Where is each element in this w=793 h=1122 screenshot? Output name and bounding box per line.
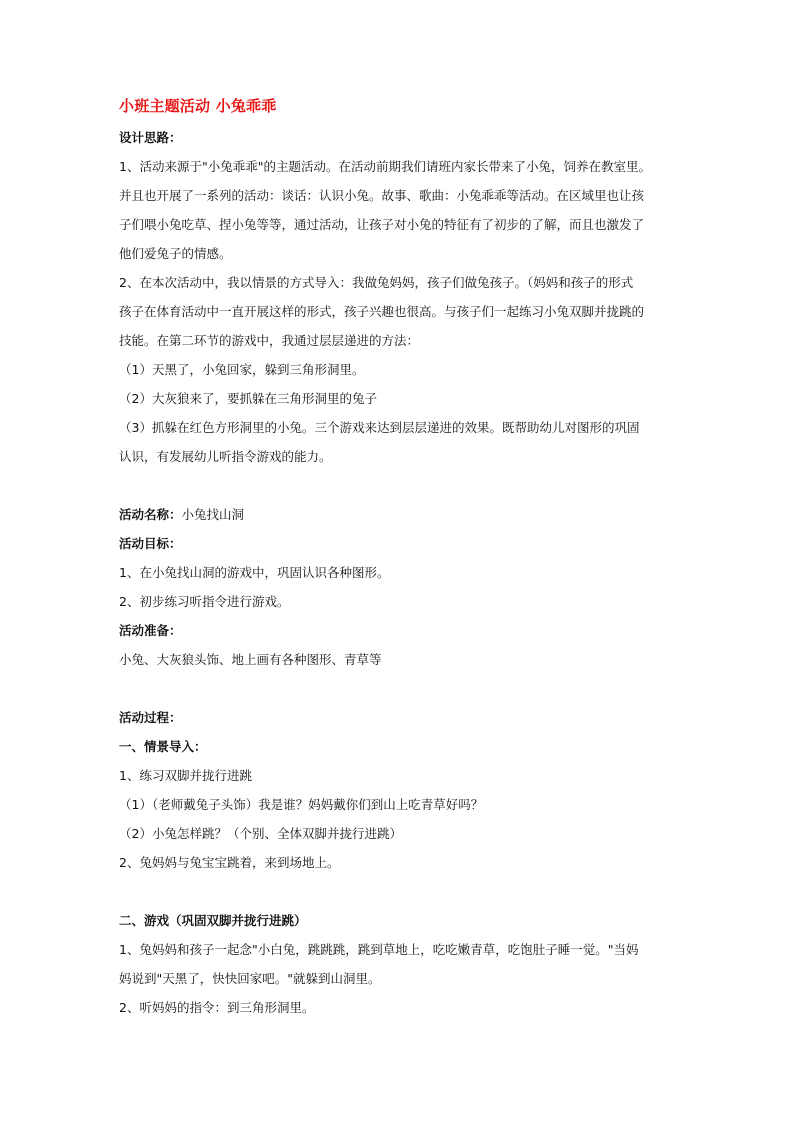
design-line-2: 并且也开展了一系列的活动：谈话：认识小兔。故事、歌曲：小兔乖乖等活动。在区域里也让孩 — [119, 188, 645, 203]
document-body — [119, 95, 679, 1022]
activity-name-line — [119, 500, 679, 529]
prep-line: 小兔、大灰狼头饰、地上画有各种图形、青草等 — [119, 652, 382, 667]
goals-heading: 活动目标： — [119, 536, 182, 551]
section1-line-2: （1）（老师戴兔子头饰）我是谁？妈妈戴你们到山上吃青草好吗？ — [119, 797, 484, 812]
prep-heading: 活动准备： — [119, 623, 182, 638]
document-title: 小班主题活动 小兔乖乖 — [119, 97, 277, 115]
design-line-5: 2、在本次活动中，我以情景的方式导入：我做兔妈妈，孩子们做兔孩子。（妈妈和孩子的形式 — [119, 275, 634, 290]
goal-line-2: 2、初步练习听指令进行游戏。 — [119, 594, 290, 609]
design-line-7: 技能。在第二环节的游戏中，我通过层层递进的方法： — [119, 333, 420, 348]
design-line-10: （3）抓躲在红色方形洞里的小兔。三个游戏来达到层层递进的效果。既帮助幼儿对图形的巩固 — [119, 420, 640, 435]
process-heading: 活动过程： — [119, 710, 182, 725]
section2-line-2: 妈说到"天黑了，快快回家吧。"就躲到山洞里。 — [119, 971, 381, 986]
design-heading: 设计思路： — [119, 130, 182, 145]
section1-heading: 一、情景导入： — [119, 739, 207, 754]
section2-heading: 二、游戏（巩固双脚并拢行进跳） — [119, 913, 307, 928]
goal-line-1: 1、在小兔找山洞的游戏中，巩固认识各种图形。 — [119, 565, 390, 580]
design-line-3: 子们喂小兔吃草、捏小兔等等，通过活动，让孩子对小兔的特征有了初步的了解，而且也激发了 — [119, 217, 645, 232]
paragraph-spacer — [119, 471, 679, 500]
design-line-4: 他们爱兔子的情感。 — [119, 246, 232, 261]
activity-name-label: 活动名称： — [119, 507, 182, 522]
design-line-8: （1）天黑了，小兔回家，躲到三角形洞里。 — [119, 362, 365, 377]
paragraph-spacer — [119, 877, 679, 906]
section1-line-4: 2、兔妈妈与兔宝宝跳着，来到场地上。 — [119, 855, 340, 870]
section2-line-3: 2、听妈妈的指令：到三角形洞里。 — [119, 1000, 315, 1015]
design-line-11: 认识，有发展幼儿听指令游戏的能力。 — [119, 449, 332, 464]
section1-line-1: 1、练习双脚并拢行进跳 — [119, 768, 252, 783]
design-line-9: （2）大灰狼来了，要抓躲在三角形洞里的兔子 — [119, 391, 377, 406]
design-line-6: 孩子在体育活动中一直开展这样的形式，孩子兴趣也很高。与孩子们一起练习小兔双脚并拢跳的 — [119, 304, 645, 319]
section1-line-3: （2）小兔怎样跳？（个别、全体双脚并拢行进跳） — [119, 826, 402, 841]
design-line-1: 1、活动来源于"小兔乖乖"的主题活动。在活动前期我们请班内家长带来了小兔，饲养在教室里。 — [119, 159, 651, 174]
activity-name-value: 小兔找山洞 — [181, 507, 245, 522]
section2-line-1: 1、兔妈妈和孩子一起念"小白兔，跳跳跳，跳到草地上，吃吃嫩青草，吃饱肚子睡一觉。"当妈 — [119, 942, 639, 957]
paragraph-spacer — [119, 674, 679, 703]
